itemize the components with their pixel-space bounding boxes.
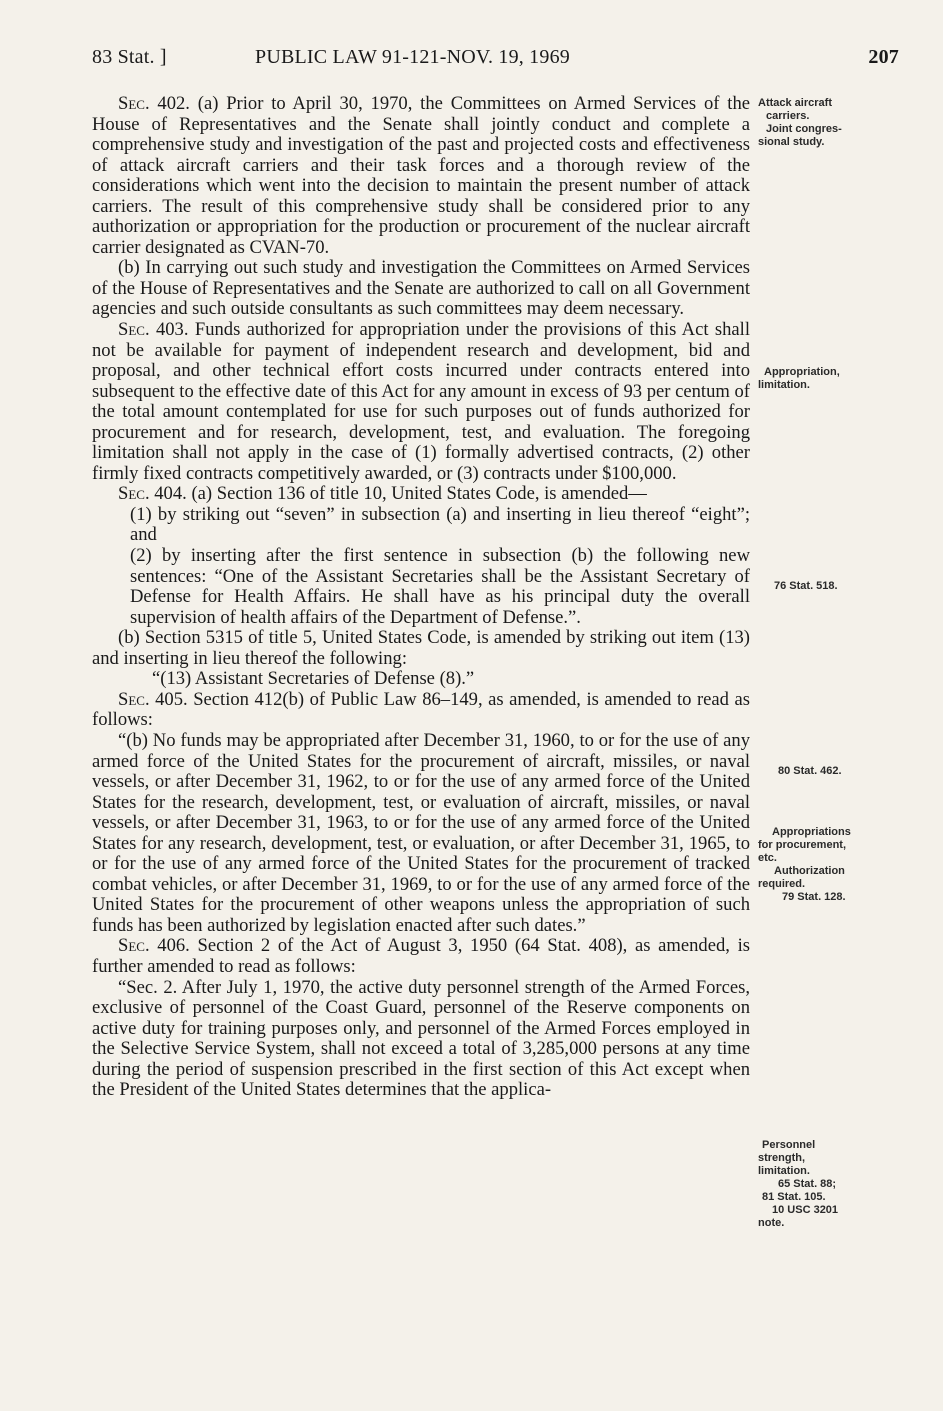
section-label: Sec. 403. [118,319,189,341]
paragraph: “(b) No funds may be appropriated after December 31, 1960, to or for the use of any armed force of the United States for the procurement of aircraft, missiles, or naval vessels, or after December 31, 1962, to or for the use of any armed force of the United States for the research, development, test, or evaluation of aircraft, missiles, or naval vessels, or after December 31, 1963, to or for the use of any armed force of the United States for any research, development, test, or evaluation, or after December 31, 1965, to or for the use of any armed force of the United States for the procurement of tracked combat vehicles, or after December 31, 1969, to or for the use of any armed force of the United States for the procurement of other weapons unless the appropriation of such funds has been authorized by legislation enacted after such dates.” [92,729,750,936]
paragraph: Sec. 403. Funds authorized for appropriation under the provisions of this Act shall not be available for payment of independent research and development, bid and proposal, and other technical effort costs incurred under contracts entered into subsequent to the effective date of this Act for any amount in excess of 93 per centum of the total amount contemplated for use for such purposes out of funds authorized for procurement and for research, development, test, and evaluation. The foregoing limitation shall not apply in the case of (1) formally advertised contracts, (2) other firmly fixed contracts competitively awarded, or (3) contracts under $100,000. [92,319,750,484]
margin-note-attack-carriers: Attack aircraft carriers. Joint congres- sional study. [758,97,842,148]
law-title: PUBLIC LAW 91-121-NOV. 19, 1969 [255,46,570,68]
margin-note-appropriation-limitation: Appropriation, limitation. [758,366,840,391]
list-item: (2) by inserting after the first sentence in subsection (b) the following new sentences: “One of the Assistant Secretaries shall be the Assistant Secretary of Defense for Health Affairs. He shall have as his principal duty the overall supervision of health affairs of the Department of Defense.”. [130,545,750,628]
paragraph: (b) Section 5315 of title 5, United States Code, is amended by striking out item (13) and inserting in lieu thereof the following: [92,627,750,669]
quoted-item: “(13) Assistant Secretaries of Defense (8).” [152,668,475,690]
paragraph: Sec. 402. (a) Prior to April 30, 1970, the Committees on Armed Services of the House of Representatives and the Senate shall jointly conduct and complete a comprehensive study and investigation of the past and projected costs and effectiveness of attack aircraft carriers and their task forces and a thorough review of the considerations which went into the decision to maintain the present number of attack carriers. The result of this comprehensive study shall be considered prior to any authorization or appropriation for the production or procurement of the nuclear aircraft carrier designated as CVAN-70. [92,93,750,258]
stat-reference: 83 Stat. ] [92,46,167,68]
margin-note-personnel-strength: Personnel strength, limitation. 65 Stat. 88; 81 Stat. 105. 10 USC 3201 note. [758,1139,839,1229]
body-text [92,94,750,1101]
section-label: Sec. 405. [118,688,188,710]
section-label: Sec. 406. [118,935,190,957]
paragraph: Sec. 406. Section 2 of the Act of August 3, 1950 (64 Stat. 408), as amended, is further amended to read as follows: [92,935,750,977]
paragraph: “Sec. 2. After July 1, 1970, the active duty personnel strength of the Armed Forces, exclusive of personnel of the Coast Guard, personnel of the Reserve components on active duty for training purposes only, and personnel of the Armed Forces employed in the Selective Service System, shall not exceed a total of 3,285,000 persons at any time during the period of suspension prescribed in the first section of this Act except when the President of the United States determines that the applica- [92,976,750,1101]
page-header [92,46,903,76]
margin-note-appropriations-procurement: Appropriations for procurement, etc. Authorization required. 79 Stat. 128. [758,826,851,903]
page-number: 207 [868,46,899,68]
paragraph: Sec. 404. (a) Section 136 of title 10, United States Code, is amended— [118,483,647,505]
section-label: Sec. 404. [118,483,187,505]
paragraph: Sec. 405. Section 412(b) of Public Law 86–149, as amended, is amended to read as follows: [92,688,750,731]
section-label: Sec. 402. [118,93,190,114]
paragraph: (b) In carrying out such study and investigation the Committees on Armed Services of the House of Representatives and the Senate are authorized to call on all Government agencies and such outside consultants as such committees may deem necessary. [92,257,750,320]
margin-note-80-stat: 80 Stat. 462. [778,765,842,777]
margin-note-76-stat: 76 Stat. 518. [774,580,838,592]
list-item: (1) by striking out “seven” in subsection (a) and inserting in lieu thereof “eight”; and [130,503,750,546]
